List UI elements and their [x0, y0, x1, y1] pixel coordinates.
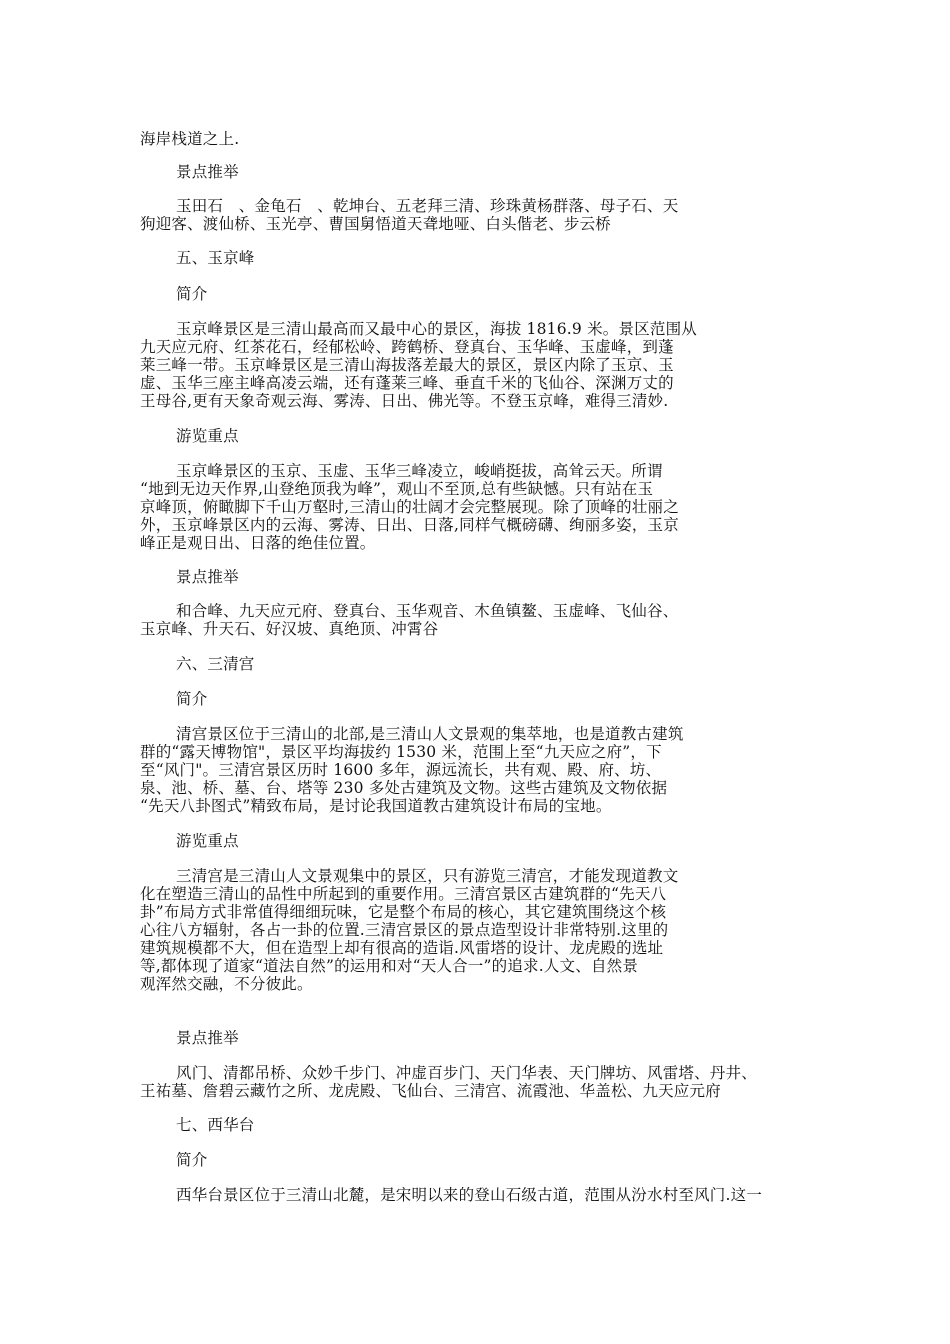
- text-line: 泉、池、桥、墓、台、塔等 230 多处古建筑及文物。这些古建筑及文物依据: [140, 779, 668, 797]
- text-line: 西华台景区位于三清山北麓，是宋明以来的登山石级古道，范围从汾水村至风门.这一: [176, 1186, 763, 1204]
- text-line: 王祐墓、詹碧云藏竹之所、龙虎殿、飞仙台、三清宫、流霞池、华盖松、九天应元府: [140, 1082, 721, 1100]
- text-line: 莱三峰一带。玉京峰景区是三清山海拔落差最大的景区，景区内除了玉京、玉: [140, 356, 674, 374]
- text-line: “先天八卦图式”精致布局，是讨论我国道教古建筑设计布局的宝地。: [140, 797, 612, 815]
- section-heading: 游览重点: [176, 832, 239, 850]
- text-line: 玉京峰、升天石、好汉坡、真绝顶、冲霄谷: [140, 620, 439, 638]
- text-line: 风门、清都吊桥、众妙千步门、冲虚百步门、天门华表、天门牌坊、风雷塔、丹井、: [176, 1064, 757, 1082]
- text-line: 玉田石 、金龟石 、乾坤台、五老拜三清、珍珠黄杨群落、母子石、天: [176, 197, 679, 215]
- text-line: 京峰顶，俯瞰脚下千山万壑时,三清山的壮阔才会完整展现。除了顶峰的壮丽之: [140, 498, 679, 516]
- text-line: 至“风门"。三清宫景区历时 1600 多年，源远流长，共有观、殿、府、坊、: [140, 761, 662, 779]
- text-line: 清宫景区位于三清山的北部,是三清山人文景观的集萃地，也是道教古建筑: [176, 725, 684, 743]
- section-heading: 简介: [176, 1151, 208, 1169]
- text-line: 建筑规模都不大，但在造型上却有很高的造诣.风雷塔的设计、龙虎殿的选址: [140, 939, 664, 957]
- section-title: 七、西华台: [176, 1116, 255, 1134]
- section-heading: 简介: [176, 690, 208, 708]
- text-line: 观浑然交融，不分彼此。: [140, 975, 313, 993]
- section-heading: 游览重点: [176, 427, 239, 445]
- text-line: 玉京峰景区的玉京、玉虚、玉华三峰凌立，峻峭挺拔，高耸云天。所谓: [176, 462, 663, 480]
- text-line: 王母谷,更有天象奇观云海、雾涛、日出、佛光等。不登玉京峰，难得三清妙.: [140, 392, 669, 410]
- section-heading: 景点推举: [176, 568, 239, 586]
- text-line: 狗迎客、渡仙桥、玉光亭、曹国舅悟道天聋地哑、白头偕老、步云桥: [140, 215, 612, 233]
- text-line: 化在塑造三清山的品性中所起到的重要作用。三清宫景区古建筑群的“先天八: [140, 885, 667, 903]
- section-heading: 景点推举: [176, 163, 239, 181]
- section-heading: 简介: [176, 285, 208, 303]
- text-line: 外，玉京峰景区内的云海、雾涛、日出、日落,同样气概磅礴、绚丽多姿，玉京: [140, 516, 679, 534]
- text-line: 和合峰、九天应元府、登真台、玉华观音、木鱼镇鳌、玉虚峰、飞仙谷、: [176, 602, 679, 620]
- text-line: 海岸栈道之上.: [140, 130, 240, 148]
- text-line: 三清宫是三清山人文景观集中的景区，只有游览三清宫，才能发现道教文: [176, 867, 679, 885]
- section-title: 六、三清宫: [176, 655, 255, 673]
- section-title: 五、玉京峰: [176, 249, 255, 267]
- text-line: 群的“露天博物馆"，景区平均海拔约 1530 米，范围上至“九天应之府”，下: [140, 743, 662, 761]
- text-line: 九天应元府、红茶花石，经郁松岭、跨鹤桥、登真台、玉华峰、玉虚峰，到蓬: [140, 338, 674, 356]
- text-line: 等,都体现了道家“道法自然”的运用和对“天人合一”的追求.人文、自然景: [140, 957, 639, 975]
- text-line: 玉京峰景区是三清山最高而又最中心的景区，海拔 1816.9 米。景区范围从: [176, 320, 697, 338]
- text-line: 虚、玉华三座主峰高凌云端，还有蓬莱三峰、垂直千米的飞仙谷、深渊万丈的: [140, 374, 674, 392]
- text-line: 心往八方辐射，各占一卦的位置.三清宫景区的景点造型设计非常特别.这里的: [140, 921, 669, 939]
- text-line: 峰正是观日出、日落的绝佳位置。: [140, 534, 376, 552]
- text-line: “地到无边天作界,山登绝顶我为峰”，观山不至顶,总有些缺憾。只有站在玉: [140, 480, 654, 498]
- section-heading: 景点推举: [176, 1029, 239, 1047]
- text-line: 卦”布局方式非常值得细细玩味，它是整个布局的核心，其它建筑围绕这个核: [140, 903, 667, 921]
